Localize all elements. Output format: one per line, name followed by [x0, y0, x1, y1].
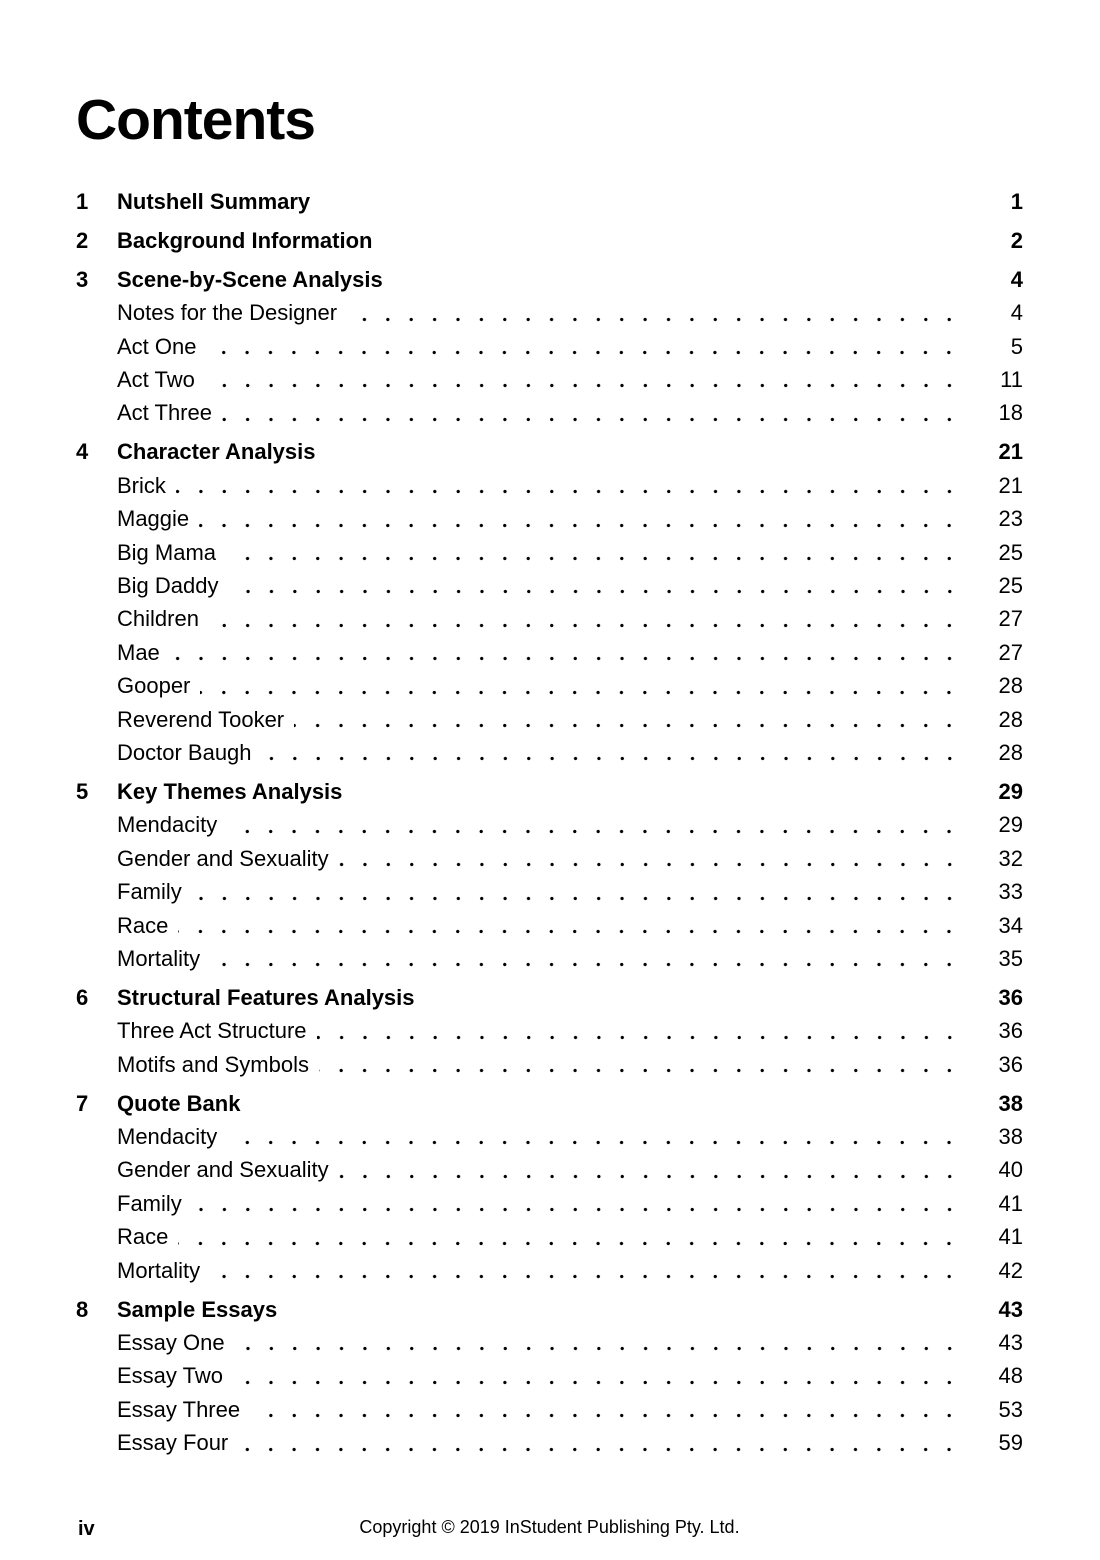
toc-subentry-row [76, 1153, 1023, 1186]
section-title: Scene-by-Scene Analysis [117, 266, 383, 292]
spacer [393, 263, 961, 296]
section-page-number: 38 [998, 1090, 1023, 1116]
dot-leader [206, 330, 961, 363]
toc-subentries [76, 1014, 1023, 1081]
toc-subentry-row [76, 669, 1023, 702]
subentry-page-number: 33 [998, 879, 1023, 905]
dot-leader [262, 736, 961, 769]
toc-section-row [76, 1293, 1023, 1326]
toc-subentry-row [76, 1254, 1023, 1287]
dot-leader [209, 602, 961, 635]
toc-subentries [76, 296, 1023, 430]
toc-subentry-row [76, 1048, 1023, 1081]
section-title: Character Analysis [117, 439, 316, 465]
toc-subentry-row [76, 1014, 1023, 1047]
toc-section [76, 435, 1023, 769]
subentry-title: Reverend Tooker [117, 706, 285, 732]
toc-subentry-row [76, 330, 1023, 363]
subentry-title: Essay One [117, 1329, 225, 1355]
toc-subentry-row [76, 396, 1023, 429]
dot-leader [200, 669, 961, 702]
toc-subentry-row [76, 363, 1023, 396]
subentry-title: Maggie [117, 506, 190, 532]
subentry-title: Children [117, 606, 199, 632]
subentry-page-number: 32 [998, 845, 1023, 871]
section-page-number: 21 [998, 439, 1023, 465]
toc-subentry-row [76, 569, 1023, 602]
subentry-page-number: 41 [998, 1224, 1023, 1250]
toc-section-row [76, 224, 1023, 257]
toc-subentry-row [76, 296, 1023, 329]
subentry-page-number: 28 [998, 673, 1023, 699]
copyright-notice: Copyright © 2019 InStudent Publishing Pty. Ltd. [359, 1517, 740, 1537]
toc-subentry-row [76, 703, 1023, 736]
toc-section-row [76, 185, 1023, 218]
subentry-title: Big Daddy [117, 572, 219, 598]
subentry-page-number: 18 [998, 400, 1023, 426]
spacer [287, 1293, 961, 1326]
subentry-title: Mendacity [117, 1123, 218, 1149]
dot-leader [170, 636, 961, 669]
subentry-title: Motifs and Symbols [117, 1051, 309, 1077]
section-page-number: 1 [1010, 189, 1023, 214]
toc-subentry-row [76, 1326, 1023, 1359]
spacer [320, 185, 961, 218]
subentry-title: Mortality [117, 945, 201, 971]
subentry-title: Gender and Sexuality [117, 1157, 329, 1183]
subentry-title: Notes for the Designer [117, 300, 338, 326]
subentry-page-number: 48 [998, 1363, 1023, 1389]
subentry-page-number: 25 [998, 539, 1023, 565]
subentry-page-number: 29 [998, 812, 1023, 838]
subentry-title: Three Act Structure [117, 1018, 307, 1044]
subentry-title: Essay Four [117, 1430, 229, 1456]
subentry-title: Race [117, 1224, 169, 1250]
subentry-title: Mendacity [117, 812, 218, 838]
dot-leader [229, 569, 961, 602]
subentry-title: Act Two [117, 367, 195, 393]
dot-leader [238, 1426, 961, 1459]
dot-leader [339, 1153, 961, 1186]
subentry-title: Mortality [117, 1257, 201, 1283]
subentry-title: Big Mama [117, 539, 217, 565]
section-title: Structural Features Analysis [117, 984, 415, 1010]
subentry-title: Essay Three [117, 1396, 241, 1422]
dot-leader [205, 363, 961, 396]
toc-subentry-row [76, 1187, 1023, 1220]
dot-leader [250, 1393, 961, 1426]
spacer [326, 435, 961, 468]
page-footer [76, 1517, 1023, 1538]
toc-section [76, 263, 1023, 430]
subentry-page-number: 35 [998, 945, 1023, 971]
toc-subentry-row [76, 502, 1023, 535]
toc-subentries [76, 808, 1023, 975]
toc-subentries [76, 1326, 1023, 1460]
section-page-number: 2 [1010, 227, 1023, 253]
subentry-title: Mae [117, 639, 160, 665]
subentry-page-number: 59 [998, 1430, 1023, 1456]
dot-leader [199, 502, 961, 535]
dot-leader [192, 1187, 961, 1220]
section-title: Key Themes Analysis [117, 778, 343, 804]
toc-subentry-row [76, 875, 1023, 908]
toc-section [76, 981, 1023, 1081]
section-number: 7 [76, 1090, 89, 1116]
subentry-page-number: 41 [998, 1190, 1023, 1216]
toc-subentry-row [76, 1359, 1023, 1392]
section-number: 8 [76, 1296, 89, 1322]
section-page-number: 4 [1010, 266, 1023, 292]
subentry-page-number: 36 [998, 1018, 1023, 1044]
section-title: Nutshell Summary [117, 189, 311, 214]
toc-section-row [76, 435, 1023, 468]
section-number: 2 [76, 227, 89, 253]
subentry-title: Brick [117, 472, 166, 498]
subentry-title: Act Three [117, 400, 212, 426]
toc-section-row [76, 1087, 1023, 1120]
toc-subentry-row [76, 1120, 1023, 1153]
toc-subentry-row [76, 469, 1023, 502]
section-title: Sample Essays [117, 1296, 278, 1322]
subentry-page-number: 34 [998, 912, 1023, 938]
toc-subentry-row [76, 536, 1023, 569]
subentry-title: Family [117, 879, 182, 905]
section-number: 4 [76, 439, 89, 465]
dot-leader [210, 942, 961, 975]
subentry-title: Essay Two [117, 1363, 223, 1389]
dot-leader [235, 1326, 961, 1359]
dot-leader [222, 396, 961, 429]
subentry-page-number: 5 [1010, 333, 1023, 359]
subentry-title: Race [117, 912, 169, 938]
toc-subentry-row [76, 1220, 1023, 1253]
dot-leader [294, 703, 961, 736]
dot-leader [233, 1359, 961, 1392]
toc-subentries [76, 1120, 1023, 1287]
spacer [425, 981, 961, 1014]
toc-subentry-row [76, 942, 1023, 975]
subentry-title: Gooper [117, 673, 191, 699]
subentry-page-number: 21 [998, 472, 1023, 498]
section-number: 6 [76, 984, 89, 1010]
subentry-page-number: 42 [998, 1257, 1023, 1283]
dot-leader [178, 909, 961, 942]
spacer [352, 775, 961, 808]
subentry-title: Act One [117, 333, 197, 359]
toc-subentry-row [76, 808, 1023, 841]
subentry-page-number: 43 [998, 1329, 1023, 1355]
section-title: Quote Bank [117, 1090, 241, 1116]
subentry-page-number: 27 [998, 639, 1023, 665]
section-title: Background Information [117, 227, 373, 253]
table-of-contents [76, 185, 1023, 1460]
spacer [250, 1087, 961, 1120]
toc-subentry-row [76, 842, 1023, 875]
subentry-page-number: 36 [998, 1051, 1023, 1077]
section-number: 1 [76, 189, 89, 214]
toc-section-row [76, 775, 1023, 808]
page-title: Contents [76, 88, 315, 152]
toc-section [76, 185, 1023, 218]
subentry-page-number: 40 [998, 1157, 1023, 1183]
toc-subentry-row [76, 602, 1023, 635]
section-page-number: 29 [998, 778, 1023, 804]
folio-page-number: iv [78, 1518, 95, 1540]
dot-leader [226, 536, 961, 569]
toc-subentries [76, 469, 1023, 770]
toc-section [76, 775, 1023, 975]
dot-leader [176, 469, 961, 502]
dot-leader [319, 1048, 961, 1081]
toc-section-row [76, 263, 1023, 296]
subentry-page-number: 4 [1010, 300, 1023, 326]
subentry-page-number: 11 [1000, 367, 1023, 393]
toc-subentry-row [76, 909, 1023, 942]
dot-leader [192, 875, 961, 908]
toc-section [76, 1293, 1023, 1460]
section-page-number: 36 [998, 984, 1023, 1010]
dot-leader [210, 1254, 961, 1287]
toc-subentry-row [76, 1393, 1023, 1426]
dot-leader [339, 842, 961, 875]
dot-leader [227, 808, 961, 841]
subentry-page-number: 23 [998, 506, 1023, 532]
section-number: 5 [76, 778, 89, 804]
subentry-page-number: 27 [998, 606, 1023, 632]
dot-leader [317, 1014, 961, 1047]
section-page-number: 43 [998, 1296, 1023, 1322]
subentry-title: Gender and Sexuality [117, 845, 329, 871]
toc-subentry-row [76, 736, 1023, 769]
toc-section [76, 224, 1023, 257]
subentry-page-number: 53 [998, 1396, 1023, 1422]
spacer [382, 224, 961, 257]
toc-subentry-row [76, 636, 1023, 669]
subentry-page-number: 25 [998, 572, 1023, 598]
subentry-title: Doctor Baugh [117, 740, 252, 765]
toc-subentry-row [76, 1426, 1023, 1459]
subentry-page-number: 28 [998, 740, 1023, 765]
toc-section-row [76, 981, 1023, 1014]
dot-leader [178, 1220, 961, 1253]
subentry-page-number: 28 [998, 706, 1023, 732]
dot-leader [347, 296, 961, 329]
dot-leader [227, 1120, 961, 1153]
toc-section [76, 1087, 1023, 1287]
section-number: 3 [76, 266, 89, 292]
subentry-page-number: 38 [998, 1123, 1023, 1149]
subentry-title: Family [117, 1190, 182, 1216]
